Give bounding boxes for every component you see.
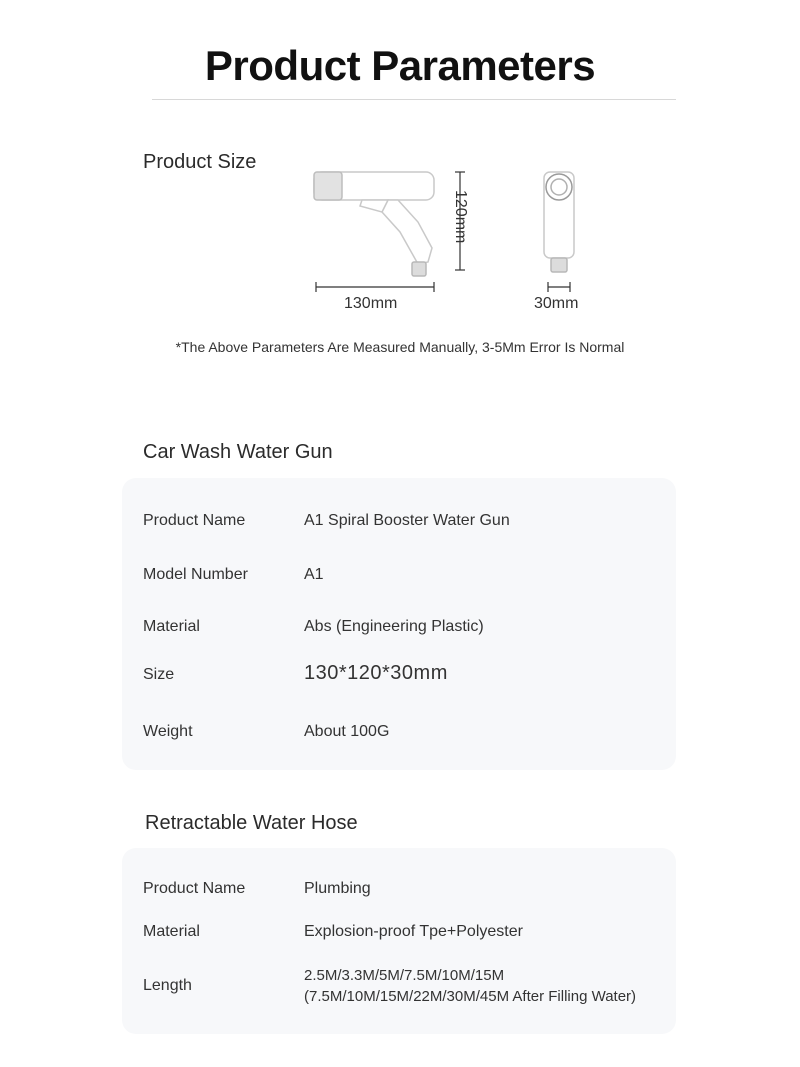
spec-value: 130*120*30mm [304,662,448,684]
water-gun-side-view [314,172,434,276]
water-gun-front-view [544,172,574,272]
measurement-note: *The Above Parameters Are Measured Manually, 3-5Mm Error Is Normal [175,339,625,355]
product-size-label: Product Size [143,151,257,173]
spec-value: About 100G [304,723,390,740]
spec-label: Weight [143,723,193,740]
length-dimension-line [316,282,434,292]
spec-value: A1 Spiral Booster Water Gun [304,512,510,529]
spec-label: Model Number [143,566,248,583]
spec-label: Size [143,666,175,683]
hose-heading: Retractable Water Hose [145,812,358,834]
spec-label: Length [143,977,192,994]
spec-label: Product Name [143,512,246,529]
car-wash-heading: Car Wash Water Gun [143,441,333,463]
spec-value: A1 [304,566,324,583]
length-value-line1: 2.5M/3.3M/5M/7.5M/10M/15M [304,967,505,984]
spec-value: Plumbing [304,880,371,897]
length-dimension-text: 130mm [344,295,398,312]
spec-value: Explosion-proof Tpe+Polyester [304,923,523,940]
width-dimension-line [548,282,570,292]
width-dimension-text: 30mm [534,295,579,312]
spec-label: Material [143,923,200,940]
height-dimension-text: 120mm [452,190,469,244]
spec-label: Material [143,618,200,635]
title-divider [152,99,676,100]
spec-value [304,965,636,1007]
spec-value: Abs (Engineering Plastic) [304,618,484,635]
length-value-line2: (7.5M/10M/15M/22M/30M/45M After Filling Water) [304,988,637,1005]
page-title: Product Parameters [204,42,596,89]
spec-label: Product Name [143,880,246,897]
